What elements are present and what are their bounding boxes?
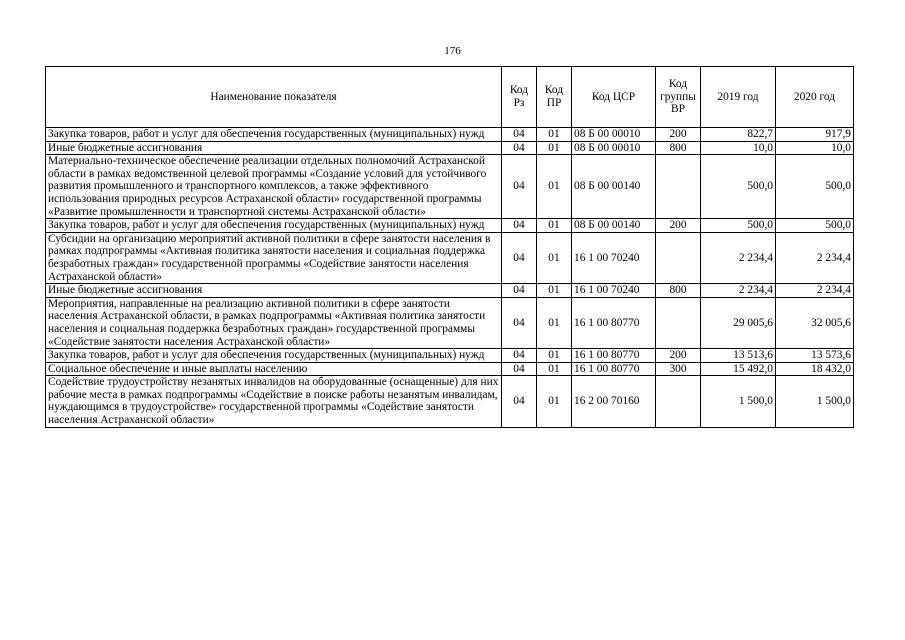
table-row: [46, 362, 854, 376]
cell-pr: 01: [537, 219, 572, 233]
cell-pr: 01: [537, 376, 572, 427]
header-2020: 2020 год: [776, 67, 854, 128]
cell-vr: [656, 297, 701, 348]
cell-vr: [656, 232, 701, 283]
cell-rz: 04: [502, 128, 537, 142]
cell-rz: 04: [502, 284, 537, 298]
cell-y2020: 13 573,6: [776, 349, 854, 363]
cell-name: Закупка товаров, работ и услуг для обеспечения государственных (муниципальных) нужд: [46, 128, 502, 142]
header-pr: Код ПР: [537, 67, 572, 128]
cell-y2020: 2 234,4: [776, 232, 854, 283]
table-row: [46, 376, 854, 427]
cell-pr: 01: [537, 128, 572, 142]
cell-csr: 16 1 00 80770: [572, 362, 656, 376]
table-row: [46, 128, 854, 142]
header-2019: 2019 год: [701, 67, 776, 128]
table-row: [46, 232, 854, 283]
cell-csr: 08 Б 00 00010: [572, 141, 656, 155]
cell-y2019: 13 513,6: [701, 349, 776, 363]
cell-vr: 300: [656, 362, 701, 376]
cell-csr: 16 1 00 70240: [572, 232, 656, 283]
cell-y2019: 2 234,4: [701, 284, 776, 298]
cell-csr: 08 Б 00 00010: [572, 128, 656, 142]
cell-name: Субсидии на организацию мероприятий активной политики в сфере занятости населения в рамках подпрограммы «Активная политика занятости населения и социальная поддержка безработных граждан» государственной программы «Содействие занятости населения Астраханской области»: [46, 232, 502, 283]
table-row: [46, 155, 854, 219]
cell-csr: 16 1 00 80770: [572, 297, 656, 348]
table-row: [46, 219, 854, 233]
cell-vr: 800: [656, 284, 701, 298]
cell-csr: 08 Б 00 00140: [572, 155, 656, 219]
cell-name: Мероприятия, направленные на реализацию активной политики в сфере занятости населения Астраханской области, в рамках подпрограммы «Активная политика занятости населения и социальная поддержка безработных граждан» государственной программы «Содействие занятости населения Астраханской области»: [46, 297, 502, 348]
cell-y2019: 2 234,4: [701, 232, 776, 283]
cell-pr: 01: [537, 141, 572, 155]
cell-y2020: 10,0: [776, 141, 854, 155]
cell-rz: 04: [502, 141, 537, 155]
header-vr: Код группы ВР: [656, 67, 701, 128]
cell-csr: 08 Б 00 00140: [572, 219, 656, 233]
cell-pr: 01: [537, 297, 572, 348]
cell-csr: 16 1 00 70240: [572, 284, 656, 298]
cell-name: Социальное обеспечение и иные выплаты населению: [46, 362, 502, 376]
cell-rz: 04: [502, 362, 537, 376]
cell-csr: 16 1 00 80770: [572, 349, 656, 363]
cell-vr: 800: [656, 141, 701, 155]
cell-rz: 04: [502, 376, 537, 427]
cell-pr: 01: [537, 362, 572, 376]
budget-table: [45, 66, 854, 428]
cell-y2020: 18 432,0: [776, 362, 854, 376]
cell-y2020: 500,0: [776, 155, 854, 219]
cell-y2020: 500,0: [776, 219, 854, 233]
cell-y2020: 2 234,4: [776, 284, 854, 298]
table-body: [46, 128, 854, 428]
cell-y2019: 822,7: [701, 128, 776, 142]
table-row: [46, 297, 854, 348]
cell-y2019: 29 005,6: [701, 297, 776, 348]
cell-y2019: 15 492,0: [701, 362, 776, 376]
header-csr: Код ЦСР: [572, 67, 656, 128]
header-name: Наименование показателя: [46, 67, 502, 128]
cell-vr: [656, 376, 701, 427]
table-header-row: [46, 67, 854, 128]
cell-vr: 200: [656, 349, 701, 363]
cell-y2019: 500,0: [701, 155, 776, 219]
cell-name: Содействие трудоустройству незанятых инвалидов на оборудованные (оснащенные) для них рабочие места в рамках подпрограммы «Содействие в поиске работы незанятым инвалидам, нуждающимся в трудоустройстве» государственной программы «Содействие занятости населения Астраханской области»: [46, 376, 502, 427]
cell-name: Закупка товаров, работ и услуг для обеспечения государственных (муниципальных) нужд: [46, 349, 502, 363]
cell-pr: 01: [537, 349, 572, 363]
cell-rz: 04: [502, 155, 537, 219]
cell-vr: 200: [656, 128, 701, 142]
cell-vr: 200: [656, 219, 701, 233]
cell-rz: 04: [502, 297, 537, 348]
table-row: [46, 284, 854, 298]
cell-y2019: 10,0: [701, 141, 776, 155]
table-row: [46, 349, 854, 363]
cell-name: Закупка товаров, работ и услуг для обеспечения государственных (муниципальных) нужд: [46, 219, 502, 233]
cell-pr: 01: [537, 284, 572, 298]
cell-csr: 16 2 00 70160: [572, 376, 656, 427]
cell-y2020: 32 005,6: [776, 297, 854, 348]
cell-name: Материально-техническое обеспечение реализации отдельных полномочий Астраханской области в рамках ведомственной целевой программы «Создание условий для устойчивого развития промышленного и транспортного комплексов, а также эффективного использования природных ресурсов Астраханской области» государственной программы «Развитие промышленности и транспортной системы Астраханской области»: [46, 155, 502, 219]
cell-y2020: 917,9: [776, 128, 854, 142]
cell-vr: [656, 155, 701, 219]
cell-name: Иные бюджетные ассигнования: [46, 284, 502, 298]
cell-name: Иные бюджетные ассигнования: [46, 141, 502, 155]
cell-y2019: 500,0: [701, 219, 776, 233]
page-number: 176: [444, 45, 461, 57]
cell-pr: 01: [537, 155, 572, 219]
cell-y2020: 1 500,0: [776, 376, 854, 427]
cell-rz: 04: [502, 232, 537, 283]
table-row: [46, 141, 854, 155]
cell-rz: 04: [502, 219, 537, 233]
cell-rz: 04: [502, 349, 537, 363]
cell-y2019: 1 500,0: [701, 376, 776, 427]
header-rz: Код Рз: [502, 67, 537, 128]
cell-pr: 01: [537, 232, 572, 283]
